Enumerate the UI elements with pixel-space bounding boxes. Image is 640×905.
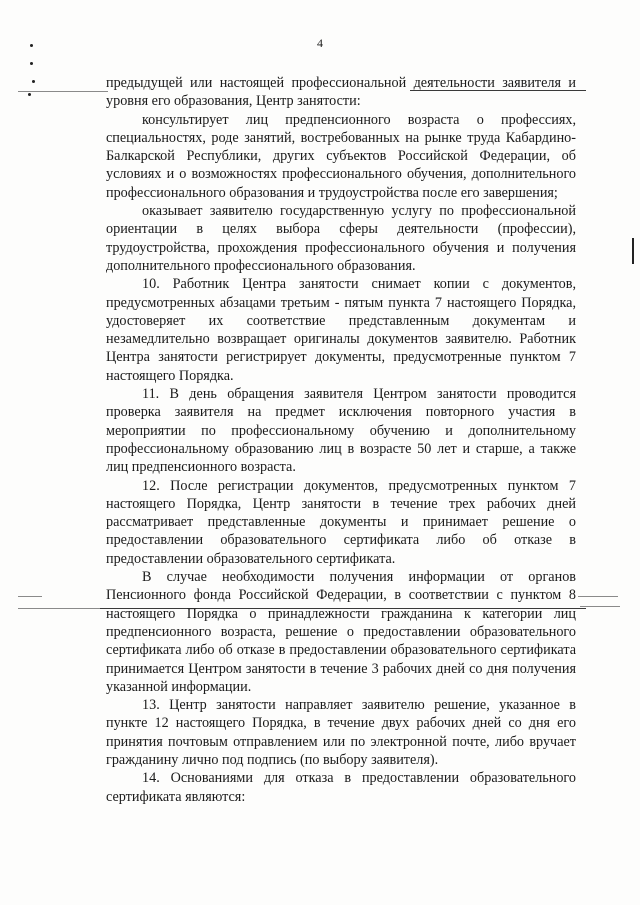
- scan-line: [18, 596, 42, 597]
- paragraph: 12. После регистрации документов, предусмотренных пунктом 7 настоящего Порядка, Центр занятости в течение трех рабочих дней рассматривает представленные документы и принимает решение о предоставлении образовательного сертификата либо об отказе в предоставлении образовательного сертификата.: [106, 477, 576, 567]
- scan-mark: [30, 62, 33, 65]
- paragraph: консультирует лиц предпенсионного возраста о профессиях, специальностях, роде занятий, востребованных на рынке труда Кабардино-Балкарской Республики, других субъектов Российской Федерации, об условиях и о возможностях профессионального обучения, дополнительного профессионального образования и трудоустройства после его завершения;: [106, 111, 576, 201]
- paragraph: предыдущей или настоящей профессиональной деятельности заявителя и уровня его образования, Центр занятости:: [106, 75, 576, 110]
- scan-line: [578, 596, 618, 597]
- scan-edge-mark: [632, 238, 634, 264]
- scan-line: [580, 606, 620, 607]
- scan-line: [18, 608, 106, 609]
- paragraph: 10. Работник Центра занятости снимает копии с документов, предусмотренных абзацами третьим - пятым пункта 7 настоящего Порядка, удостоверяет их соответствие представленным документам и незамедлительно возвращает оригиналы документов заявителю. Работник Центра занятости регистрирует документы, предусмотренные пунктом 7 настоящего Порядка.: [106, 276, 576, 384]
- scan-line: [18, 91, 108, 92]
- paragraph: 14. Основаниями для отказа в предоставлении образовательного сертификата являются:: [106, 770, 576, 805]
- paragraph: 11. В день обращения заявителя Центром занятости проводится проверка заявителя на предмет исключения повторного участия в мероприятии по профессиональному обучению и дополнительному профессиональному образованию лиц в возрасте 50 лет и старше, а также лиц предпенсионного возраста.: [106, 386, 576, 476]
- document-body: [106, 74, 576, 806]
- scan-mark: [32, 80, 35, 83]
- page-number: 4: [317, 36, 323, 50]
- scan-mark: [28, 93, 31, 96]
- paragraph: 13. Центр занятости направляет заявителю решение, указанное в пункте 12 настоящего Порядка, в течение двух рабочих дней со дня его принятия почтовым отправлением или по электронной почте, либо вручает гражданину лично под подпись (по выбору заявителя).: [106, 697, 576, 768]
- paragraph: В случае необходимости получения информации от органов Пенсионного фонда Российской Федерации, в соответствии с пунктом 8 настоящего Порядка о принадлежности гражданина к категории лиц предпенсионного возраста, решение о предоставлении образовательного сертификата либо об отказе в предоставлении образовательного сертификата принимается Центром занятости в течение 3 рабочих дней со дня получения указанной информации.: [106, 569, 576, 695]
- paragraph: оказывает заявителю государственную услугу по профессиональной ориентации в целях выбора сферы деятельности (профессии), трудоустройства, прохождения профессионального обучения и получения дополнительного профессионального образования.: [106, 203, 576, 274]
